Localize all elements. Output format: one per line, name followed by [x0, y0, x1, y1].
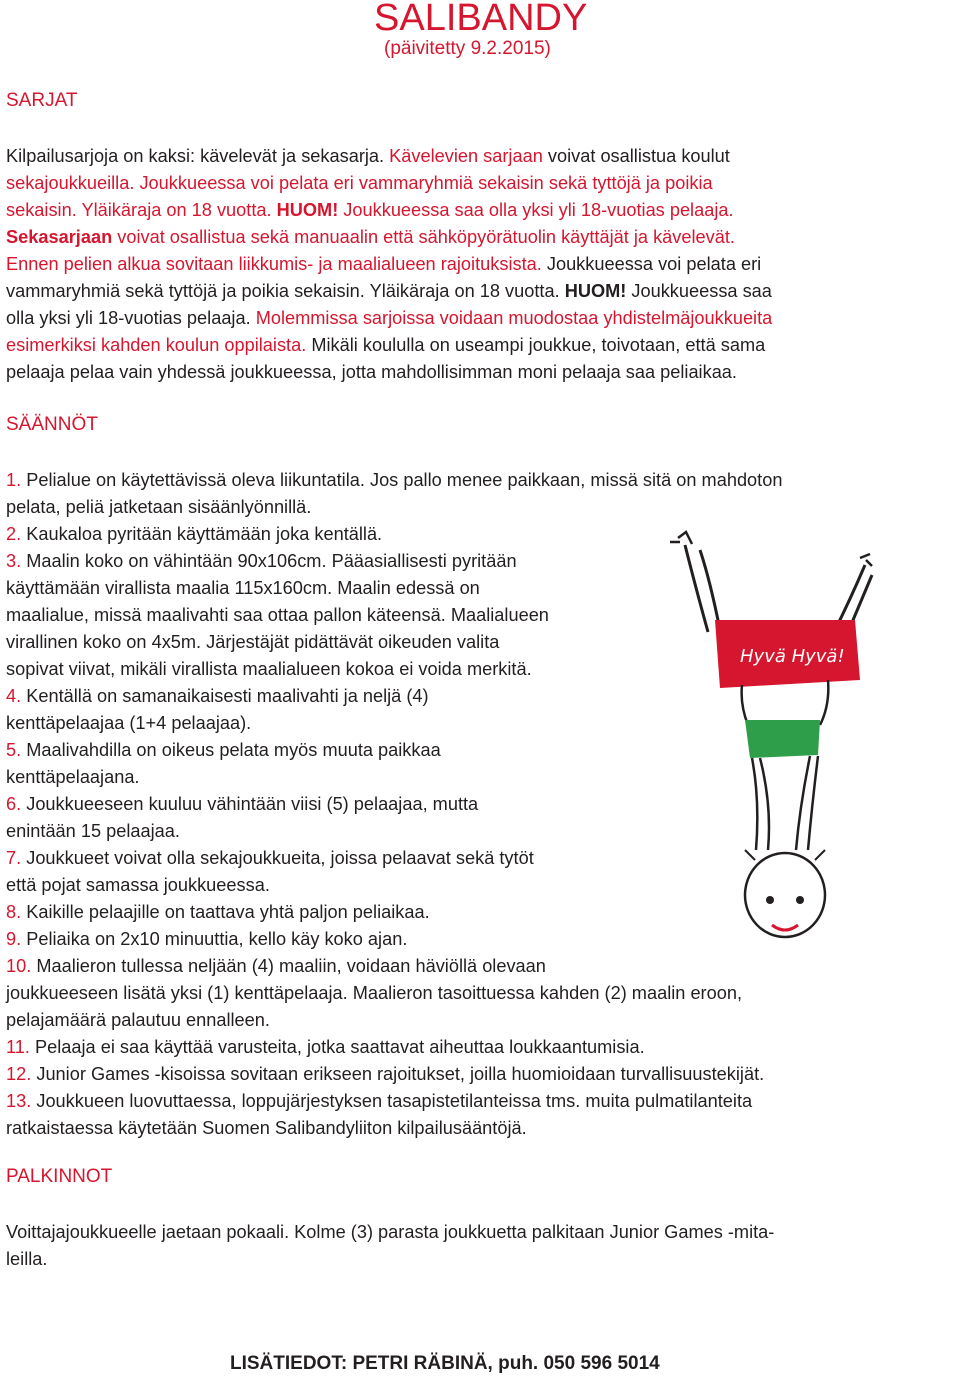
rule-text: Maalin koko on vähintään 90x106cm. [21, 551, 332, 571]
rule-number: 9. [6, 929, 22, 949]
text: voivat osallistua koulut [542, 146, 730, 166]
rule-line [6, 1088, 782, 1115]
text: olla yksi yli 18-vuotias pelaaja. [6, 308, 256, 328]
rule-text: käyttämään virallista maalia 115x160cm. [6, 578, 338, 598]
text: Kilpailusarjoja on kaksi: kävelevät ja sekasarja. [6, 146, 390, 166]
rule-text: Järjestäjät pidättävät oikeuden valita [206, 632, 500, 652]
text: Ennen pelien alkua sovitaan liikkumis- ja maalialueen rajoituksista. [6, 254, 547, 274]
rule-number: 10. [6, 956, 32, 976]
text: Joukkueessa saa olla yksi yli 18-vuotias pelaaja. [338, 200, 734, 220]
rule-text: Pääasiallisesti pyritään [331, 551, 517, 571]
rule-number: 7. [6, 848, 22, 868]
rule-text: kenttäpelaajana. [6, 767, 140, 787]
rule-text: Jos pallo menee paikkaan, missä sitä on mahdoton [369, 470, 783, 490]
rule-text: Peliaika on 2x10 minuuttia, kello käy koko ajan. [21, 929, 408, 949]
rule-text: Maalialueen [450, 605, 549, 625]
text: Joukkueessa saa [626, 281, 772, 301]
text: Molemmissa sarjoissa voidaan muodostaa yhdistelmäjoukkueita [255, 308, 773, 328]
update-date: (päivitetty 9.2.2015) [384, 38, 551, 59]
rule-text: Pelialue on käytettävissä oleva liikuntatila. [21, 470, 370, 490]
text: vammaryhmiä sekä tyttöjä ja poikia sekaisin. Yläikäraja on 18 vuotta. [6, 281, 565, 301]
rule-text: maalialue, missä maalivahti saa ottaa pallon käteensä. [6, 605, 451, 625]
rule-number: 2. [6, 524, 22, 544]
rule-text: pelajamäärä palautuu ennalleen. [6, 1010, 270, 1030]
rule-text: Junior Games -kisoissa sovitaan erikseen rajoitukset, joilla huomioidaan turvallisuustekijät. [31, 1064, 765, 1084]
text: Mikäli koululla on useampi joukkue, toivotaan, että sama [311, 335, 766, 355]
rule-text: Kaikille pelaajille on taattava yhtä paljon peliaikaa. [21, 902, 430, 922]
rule-line [6, 1034, 782, 1061]
text-highlight: Sekasarjaan [6, 227, 113, 247]
rule-number: 5. [6, 740, 22, 760]
rule-text: Maalivahdilla on oikeus pelata myös muuta paikkaa [21, 740, 441, 760]
rule-text: Maalieron tullessa neljään (4) maaliin, voidaan häviöllä olevaan [31, 956, 546, 976]
text: esimerkiksi kahden koulun oppilaista. [6, 335, 312, 355]
palkinnot-paragraph [6, 1219, 774, 1273]
rule-text: kenttäpelaajaa (1+4 pelaajaa). [6, 713, 252, 733]
huom-label: HUOM! [564, 281, 627, 301]
rule-text: Joukkueen luovuttaessa, loppujärjestyksen tasapistetilanteissa tms. [31, 1091, 586, 1111]
text: sekaisin. Yläikäraja on 18 vuotta. [6, 200, 277, 220]
rule-line [6, 980, 782, 1007]
rule-number: 3. [6, 551, 22, 571]
shirt-text: Hyvä Hyvä! [740, 646, 845, 667]
rule-number: 13. [6, 1091, 32, 1111]
rule-number: 4. [6, 686, 22, 706]
rule-number: 11. [6, 1037, 30, 1057]
sarjat-paragraph-1 [6, 143, 734, 224]
text: voivat osallistua sekä manuaalin että sähköpyörätuolin käyttäjät ja kävelevät. [112, 227, 735, 247]
rule-line [6, 1115, 782, 1142]
rule-text: enintään 15 pelaajaa. [6, 821, 180, 841]
rule-line [6, 494, 782, 521]
text: Joukkueessa voi pelata eri [546, 254, 762, 274]
rule-number: 6. [6, 794, 22, 814]
rule-text: Kaukaloa pyritään käyttämään joka kentällä. [21, 524, 383, 544]
rule-text: Joukkueet voivat olla sekajoukkueita, joissa pelaavat sekä tytöt [21, 848, 534, 868]
rule-line [6, 1007, 782, 1034]
rule-text: Joukkueeseen kuuluu vähintään viisi (5) pelaajaa, mutta [21, 794, 479, 814]
rule-text: Maalin edessä on [337, 578, 480, 598]
text: Voittajajoukkueelle jaetaan pokaali. Kolme (3) parasta joukkuetta palkitaan Junior Games -mita- [6, 1222, 775, 1242]
rule-text: Pelaaja ei saa käyttää varusteita, jotka saattavat aiheuttaa loukkaantumisia. [29, 1037, 645, 1057]
page-title: SALIBANDY [374, 0, 588, 39]
huom-label: HUOM! [276, 200, 339, 220]
rule-text: Kentällä on samanaikaisesti maalivahti ja neljä (4) [21, 686, 429, 706]
rule-text: sopivat viivat, mikäli virallista maalialueen kokoa ei voida merkitä. [6, 659, 532, 679]
rule-number: 8. [6, 902, 22, 922]
contact-info: LISÄTIEDOT: PETRI RÄBINÄ, puh. 050 596 5014 [230, 1353, 660, 1374]
text: sekajoukkueilla. Joukkueessa voi pelata eri vammaryhmiä sekaisin sekä tyttöjä ja poikia [6, 173, 713, 193]
rule-line [6, 467, 782, 494]
rule-text: että pojat samassa joukkueessa. [6, 875, 270, 895]
section-heading-palkinnot: PALKINNOT [6, 1166, 113, 1187]
rule-text: ratkaistaessa käytetään Suomen Salibandyliiton kilpailusääntöjä. [6, 1118, 527, 1138]
section-heading-sarjat: SARJAT [6, 90, 78, 111]
text: pelaaja pelaa vain yhdessä joukkueessa, jotta mahdollisimman moni pelaaja saa peliaikaa. [6, 362, 737, 382]
rule-text: Maalieron tasoittuessa kahden (2) maalin eroon, [352, 983, 743, 1003]
rule-text: pelata, peliä jatketaan sisäänlyönnillä. [6, 497, 312, 517]
section-heading-saannot: SÄÄNNÖT [6, 414, 98, 435]
rule-line [6, 1061, 782, 1088]
rule-text: virallinen koko on 4x5m. [6, 632, 207, 652]
rule-number: 12. [6, 1064, 32, 1084]
handstand-illustration [660, 520, 875, 970]
rule-text: joukkueeseen lisätä yksi (1) kenttäpelaaja. [6, 983, 353, 1003]
text: leilla. [6, 1249, 48, 1269]
rule-text: muita pulmatilanteita [585, 1091, 753, 1111]
sarjat-paragraph-2 [6, 224, 772, 386]
text-highlight: Kävelevien sarjaan [389, 146, 543, 166]
rule-number: 1. [6, 470, 22, 490]
